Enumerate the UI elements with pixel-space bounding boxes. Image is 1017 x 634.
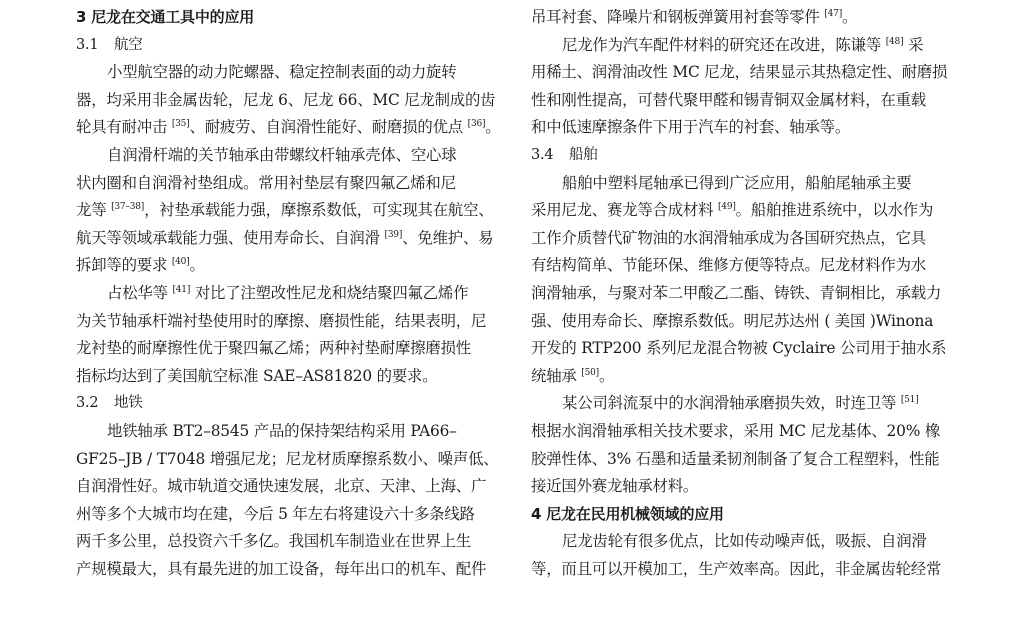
text-run: 自润滑性好。城市轨道交通快速发展，北京、天津、上海、广 <box>76 477 487 496</box>
text-line <box>76 114 504 142</box>
text-line <box>531 252 951 280</box>
text-run: 。 <box>842 8 858 26</box>
text-run: GF25–JB / T7048 增强尼龙；尼龙材质摩擦系数小、噪声低、 <box>76 449 499 468</box>
text-run: 产规模最大，具有最先进的加工设备，每年出口的机车、配件 <box>76 559 487 578</box>
citation-ref: [36] <box>467 119 486 130</box>
text-run: ，衬垫承载能力强，摩擦系数低，可实现其在航空、 <box>144 201 494 220</box>
text-line <box>531 528 951 556</box>
text-line <box>531 280 951 308</box>
text-run: 地铁轴承 BT2–8545 产品的保持架结构采用 PA66– <box>107 421 457 440</box>
text-line <box>531 446 951 474</box>
text-run: 。 <box>189 256 205 275</box>
right-column <box>531 4 951 583</box>
text-line <box>76 59 504 87</box>
citation-ref: [37–38] <box>111 202 145 213</box>
text-run: 、耐疲劳、自润滑性能好、耐磨损的优点 <box>189 118 468 137</box>
text-run: 、免维护、易 <box>402 228 494 247</box>
citation-ref: [49] <box>717 202 736 213</box>
text-run: 性和刚性提高，可替代聚甲醛和锡青铜双金属材料，在重载 <box>531 90 926 109</box>
text-run: 采用尼龙、赛龙等合成材料 <box>531 201 718 220</box>
text-run: 状内圈和自润滑衬垫组成。常用衬垫层有聚四氟乙烯和尼 <box>76 173 456 192</box>
text-run: 用稀土、润滑油改性 MC 尼龙，结果显示其热稳定性、耐磨损 <box>531 63 948 82</box>
text-line <box>531 390 951 418</box>
text-run: 拆卸等的要求 <box>76 256 172 275</box>
text-run: 船舶中塑料尾轴承已得到广泛应用，船舶尾轴承主要 <box>562 173 912 192</box>
subsection-heading <box>76 32 504 60</box>
text-run: 有结构简单、节能环保、维修方便等特点。尼龙材料作为水 <box>531 256 926 275</box>
text-line <box>76 170 504 198</box>
text-run: 小型航空器的动力陀螺器、稳定控制表面的动力旋转 <box>107 63 457 82</box>
citation-ref: [50] <box>581 367 599 378</box>
text-line <box>76 252 504 280</box>
text-run: 。 <box>598 366 615 385</box>
text-line <box>76 335 504 363</box>
text-run: 州等多个大城市均在建，今后 5 年左右将建设六十多条线路 <box>76 504 475 523</box>
text-run: 统轴承 <box>531 366 582 385</box>
text-line <box>76 446 504 474</box>
text-line <box>531 473 951 501</box>
text-line <box>531 335 951 363</box>
text-run: 为关节轴承杆端衬垫使用时的摩擦、磨损性能，结果表明，尼 <box>76 311 487 330</box>
text-run: 轮具有耐冲击 <box>76 118 172 137</box>
text-run: 等，而且可以开模加工，生产效率高。因此，非金属齿轮经常 <box>531 559 942 578</box>
text-line <box>531 225 951 253</box>
citation-ref: [40] <box>171 257 190 268</box>
subsection-heading <box>76 390 504 418</box>
text-run: 器，均采用非金属齿轮，尼龙 6、尼龙 66、MC 尼龙制成的齿 <box>76 90 496 109</box>
citation-ref: [41] <box>172 284 191 295</box>
text-run: 对比了注塑改性尼龙和烧结聚四氟乙烯作 <box>190 283 469 302</box>
text-run: 龙等 <box>76 201 112 220</box>
text-line <box>531 4 951 32</box>
text-line <box>76 363 504 391</box>
text-line <box>531 556 951 584</box>
text-run: 强、使用寿命长、摩擦系数低。明尼苏达州 ( 美国 )Winona <box>531 311 934 330</box>
text-line <box>76 473 504 501</box>
subsection-number: 3.1 <box>76 36 99 53</box>
subsection-title: 地铁 <box>114 395 143 412</box>
citation-ref: [47] <box>824 9 843 19</box>
text-run: 自润滑杆端的关节轴承由带螺纹杆轴承壳体、空心球 <box>107 145 457 164</box>
text-run: 。船舶推进系统中，以水作为 <box>735 201 934 220</box>
text-line <box>531 418 951 446</box>
text-line <box>531 197 951 225</box>
text-run: 两千多公里，总投资六千多亿。我国机车制造业在世界上生 <box>76 532 471 551</box>
text-line <box>76 225 504 253</box>
text-line <box>531 114 951 142</box>
text-line <box>531 363 951 391</box>
text-run: 某公司斜流泵中的水润滑轴承磨损失效，时连卫等 <box>562 394 901 413</box>
text-line <box>531 59 951 87</box>
text-line <box>76 87 504 115</box>
text-line <box>76 308 504 336</box>
text-run: 润滑轴承，与聚对苯二甲酸乙二酯、铸铁、青铜相比，承载力 <box>531 283 942 302</box>
text-line <box>76 528 504 556</box>
text-run: 占松华等 <box>107 283 173 302</box>
citation-ref: [39] <box>384 229 403 240</box>
text-line <box>76 197 504 225</box>
text-line <box>76 418 504 446</box>
text-run: 吊耳衬套、降噪片和钢板弹簧用衬套等零件 <box>531 8 825 26</box>
text-run: 采 <box>903 35 924 54</box>
text-line <box>76 280 504 308</box>
text-line <box>76 501 504 529</box>
citation-ref: [51] <box>900 395 919 406</box>
section-heading: 4 尼龙在民用机械领域的应用 <box>531 504 724 523</box>
subsection-title: 航空 <box>114 36 143 53</box>
text-line <box>531 170 951 198</box>
text-line <box>531 32 951 60</box>
subsection-title: 船舶 <box>569 146 598 163</box>
text-run: 指标均达到了美国航空标准 SAE–AS81820 的要求。 <box>76 366 438 385</box>
citation-ref: [48] <box>885 36 904 47</box>
subsection-heading <box>531 142 951 170</box>
section-heading: 3 尼龙在交通工具中的应用 <box>76 8 255 26</box>
text-run: 接近国外赛龙轴承材料。 <box>531 477 699 496</box>
text-run: 航天等领域承载能力强、使用寿命长、自润滑 <box>76 228 385 247</box>
text-line <box>76 142 504 170</box>
text-run: 工作介质替代矿物油的水润滑轴承成为各国研究热点，它具 <box>531 228 926 247</box>
text-run: 龙衬垫的耐摩擦性优于聚四氟乙烯；两种衬垫耐摩擦磨损性 <box>76 339 471 358</box>
subsection-number: 3.4 <box>531 146 554 163</box>
text-run: 胶弹性体、3% 石墨和适量柔韧剂制备了复合工程塑料，性能 <box>531 449 940 468</box>
text-line <box>531 87 951 115</box>
citation-ref: [35] <box>171 119 190 130</box>
text-run: 根据水润滑轴承相关技术要求，采用 MC 尼龙基体、20% 橡 <box>531 421 941 440</box>
left-column <box>76 4 504 583</box>
text-run: 。 <box>485 118 501 137</box>
text-run: 开发的 RTP200 系列尼龙混合物被 Cyclaire 公司用于抽水系 <box>531 339 947 358</box>
subsection-number: 3.2 <box>76 395 99 412</box>
text-line <box>531 308 951 336</box>
text-run: 尼龙作为汽车配件材料的研究还在改进，陈谦等 <box>562 35 886 54</box>
text-line <box>76 556 504 584</box>
text-run: 和中低速摩擦条件下用于汽车的衬套、轴承等。 <box>531 118 851 137</box>
text-run: 尼龙齿轮有很多优点，比如传动噪声低，吸振、自润滑 <box>562 532 927 551</box>
